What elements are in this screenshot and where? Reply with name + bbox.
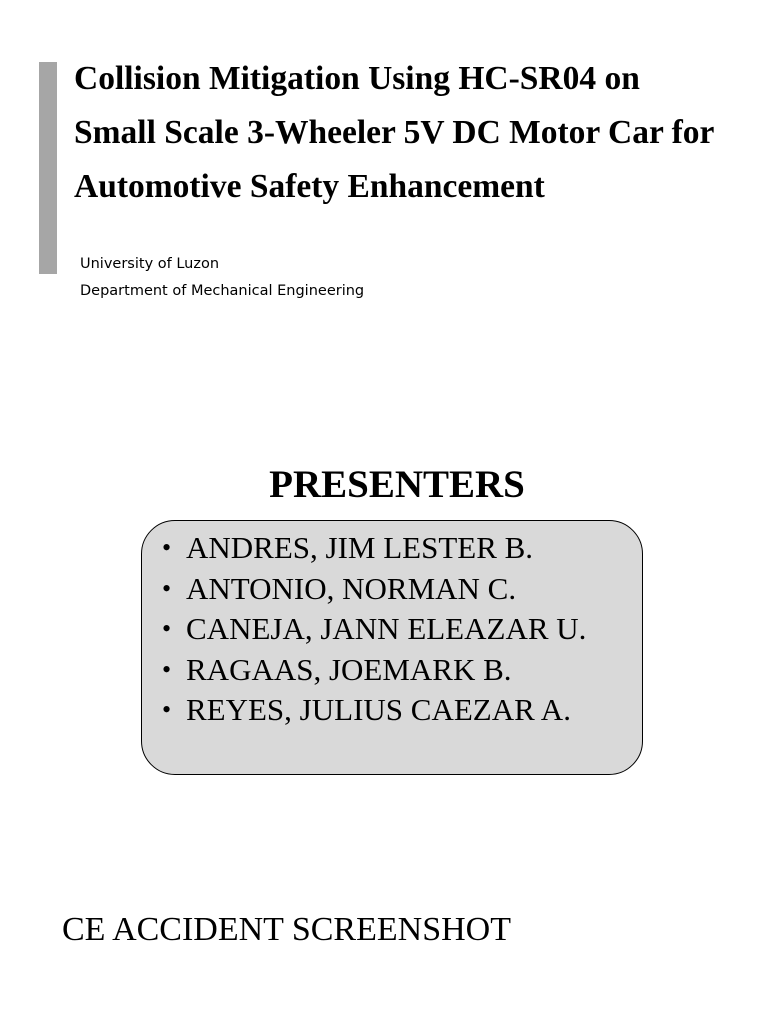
bullet-icon: • — [162, 614, 172, 643]
presenter-item — [158, 690, 628, 731]
presenter-name: ANDRES, JIM LESTER B. — [186, 530, 534, 565]
presenters-heading: PRESENTERS — [269, 463, 525, 506]
presenter-item — [158, 569, 628, 610]
department-name: Department of Mechanical Engineering — [80, 283, 365, 299]
title-accent-bar — [39, 62, 57, 274]
presenter-item — [158, 528, 628, 569]
presenter-list — [158, 528, 628, 731]
footer-caption: CE ACCIDENT SCREENSHOT — [62, 911, 511, 948]
university-name: University of Luzon — [80, 256, 220, 272]
presenter-item — [158, 650, 628, 691]
presenter-name: CANEJA, JANN ELEAZAR U. — [186, 611, 587, 646]
document-title: Collision Mitigation Using HC-SR04 on Small Scale 3-Wheeler 5V DC Motor Car for Automotive Safety Enhancement — [74, 60, 714, 205]
bullet-icon: • — [162, 695, 172, 724]
bullet-icon: • — [162, 573, 172, 603]
presenters-box — [141, 520, 643, 775]
bullet-icon: • — [162, 654, 172, 684]
bullet-icon: • — [162, 533, 172, 562]
presenter-item — [158, 609, 628, 650]
presenter-name: RAGAAS, JOEMARK B. — [186, 651, 512, 687]
presenter-name: ANTONIO, NORMAN C. — [186, 570, 517, 606]
presenter-name: REYES, JULIUS CAEZAR A. — [186, 692, 571, 727]
